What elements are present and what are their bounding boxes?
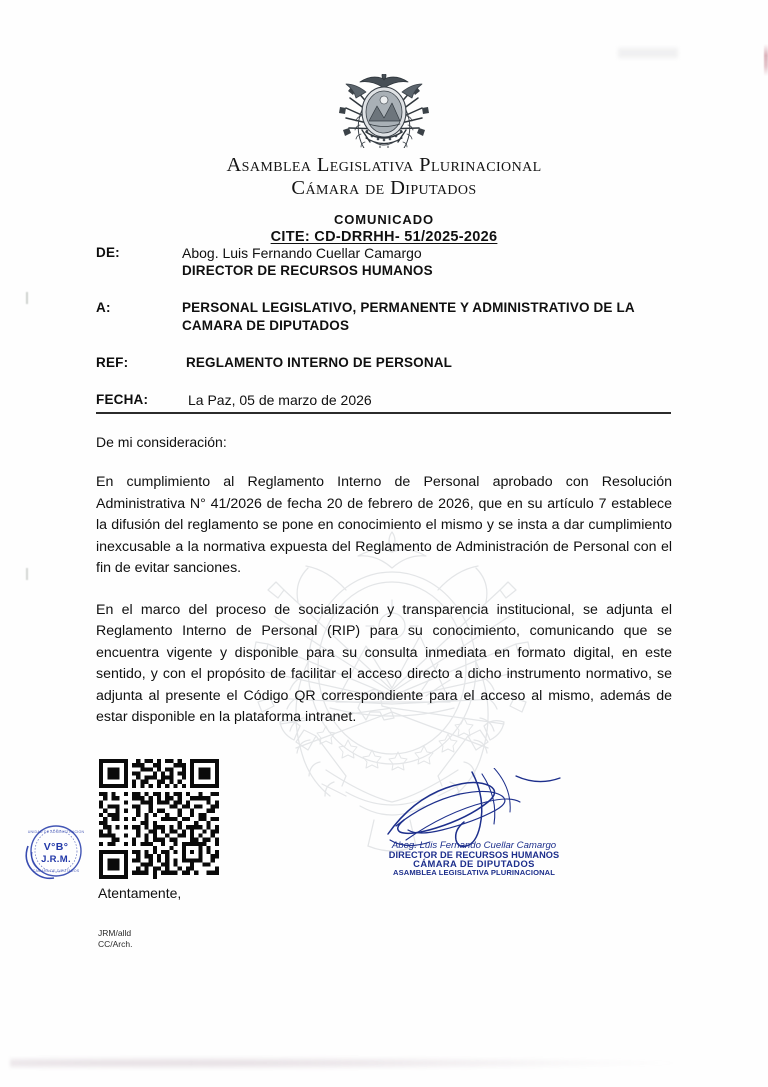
document-body [96,434,672,749]
salutation-text: De mi consideración: [96,434,227,450]
meta-row-de [96,244,672,280]
recipient-line-2: CAMARA DE DIPUTADOS [182,318,350,333]
letterhead [0,74,768,245]
institution-name-line-2: Cámara de Diputados [291,177,477,199]
footer-reference-codes [98,928,132,949]
scan-artifact-right-edge [764,44,768,76]
body-paragraph-2: En el marco del proceso de socialización y transparencia institucional, se adjunta el Reglamento Interno de Personal (RIP) para su conocimiento, comunicando que se encuentra vigente y disponible para su consulta inmediata en formato digital, en este sentido, y con el propósito de facilitar el acceso directo a dicho instrumento normativo, se adjunta al presente el Código QR correspondiente para el acceso al mismo, además de estar disponible en la plataforma intranet. [96,601,672,725]
meta-row-fecha [96,391,672,409]
date-text: La Paz, 05 de marzo de 2026 [188,392,372,408]
stamp-chamber-text: CÁMARA DE DIPUTADOS [413,858,535,869]
body-paragraph-1: En cumplimiento al Reglamento Interno de Personal aprobado con Resolución Administrativa N° 41/2026 de fecha 20 de febrero de 2026, que en su artículo 7 establece la difusión del reglamento se pone en conocimiento el mismo y se insta a dar cumplimiento inexcusable a la normativa expuesta del Reglamento de Administración de Personal con el fin de evitar sanciones. [96,474,672,576]
meta-row-a [96,299,672,335]
vobo-mark-text: V°B° [43,841,69,853]
signature-and-stamp [376,768,576,878]
scan-artifact-left-upper [26,292,28,304]
meta-value-a [182,299,672,335]
stamp-name-text: Abog. Luis Fernando Cuellar Camargo [391,840,557,851]
scan-artifact-top-right [618,48,678,58]
institution-name-line-1: Asamblea Legislativa Plurinacional [226,154,542,176]
meta-label-fecha: FECHA: [96,392,149,407]
document-type-heading: COMUNICADO [334,212,434,227]
vobo-initials-text: J.R.M. [41,854,71,865]
document-cite-number: CITE: CD-DRRHH- 51/2025-2026 [270,229,498,245]
qr-code-icon[interactable] [99,759,219,879]
footer-reference-line-2: CC/Arch. [98,938,133,949]
meta-value-fecha [182,391,672,409]
stamp-title-text: DIRECTOR DE RECURSOS HUMANOS [388,850,560,860]
recipient-line-1: PERSONAL LEGISLATIVO, PERMANENTE Y ADMINISTRATIVO DE LA [182,300,635,315]
meta-value-de [182,244,672,280]
meta-label-de: DE: [96,245,120,260]
meta-label-ref: REF: [96,355,129,370]
meta-row-ref [96,354,672,372]
document-meta-block [96,244,672,428]
bolivia-coat-of-arms-icon [336,74,432,148]
vobo-approval-stamp [16,818,94,892]
sender-title: DIRECTOR DE RECURSOS HUMANOS [182,263,433,278]
stamp-assembly-text: ASAMBLEA LEGISLATIVA PLURINACIONAL [392,868,556,877]
scan-artifact-left-lower [26,568,28,580]
header-divider-rule [96,412,671,414]
sender-name: Abog. Luis Fernando Cuellar Camargo [182,245,422,261]
footer-reference-line-1: JRM/alld [98,928,132,938]
subject-text: REGLAMENTO INTERNO DE PERSONAL [186,355,453,370]
meta-value-ref [182,354,672,372]
closing-text: Atentamente, [98,885,182,901]
vobo-outer-bottom-text: CAMARA DE DIPUTADOS [32,869,80,873]
scan-artifact-bottom-smudge [10,1055,750,1071]
vobo-outer-top-text: UNIDAD DE ADMINISTRACION [27,830,85,834]
meta-label-a: A: [96,300,111,315]
